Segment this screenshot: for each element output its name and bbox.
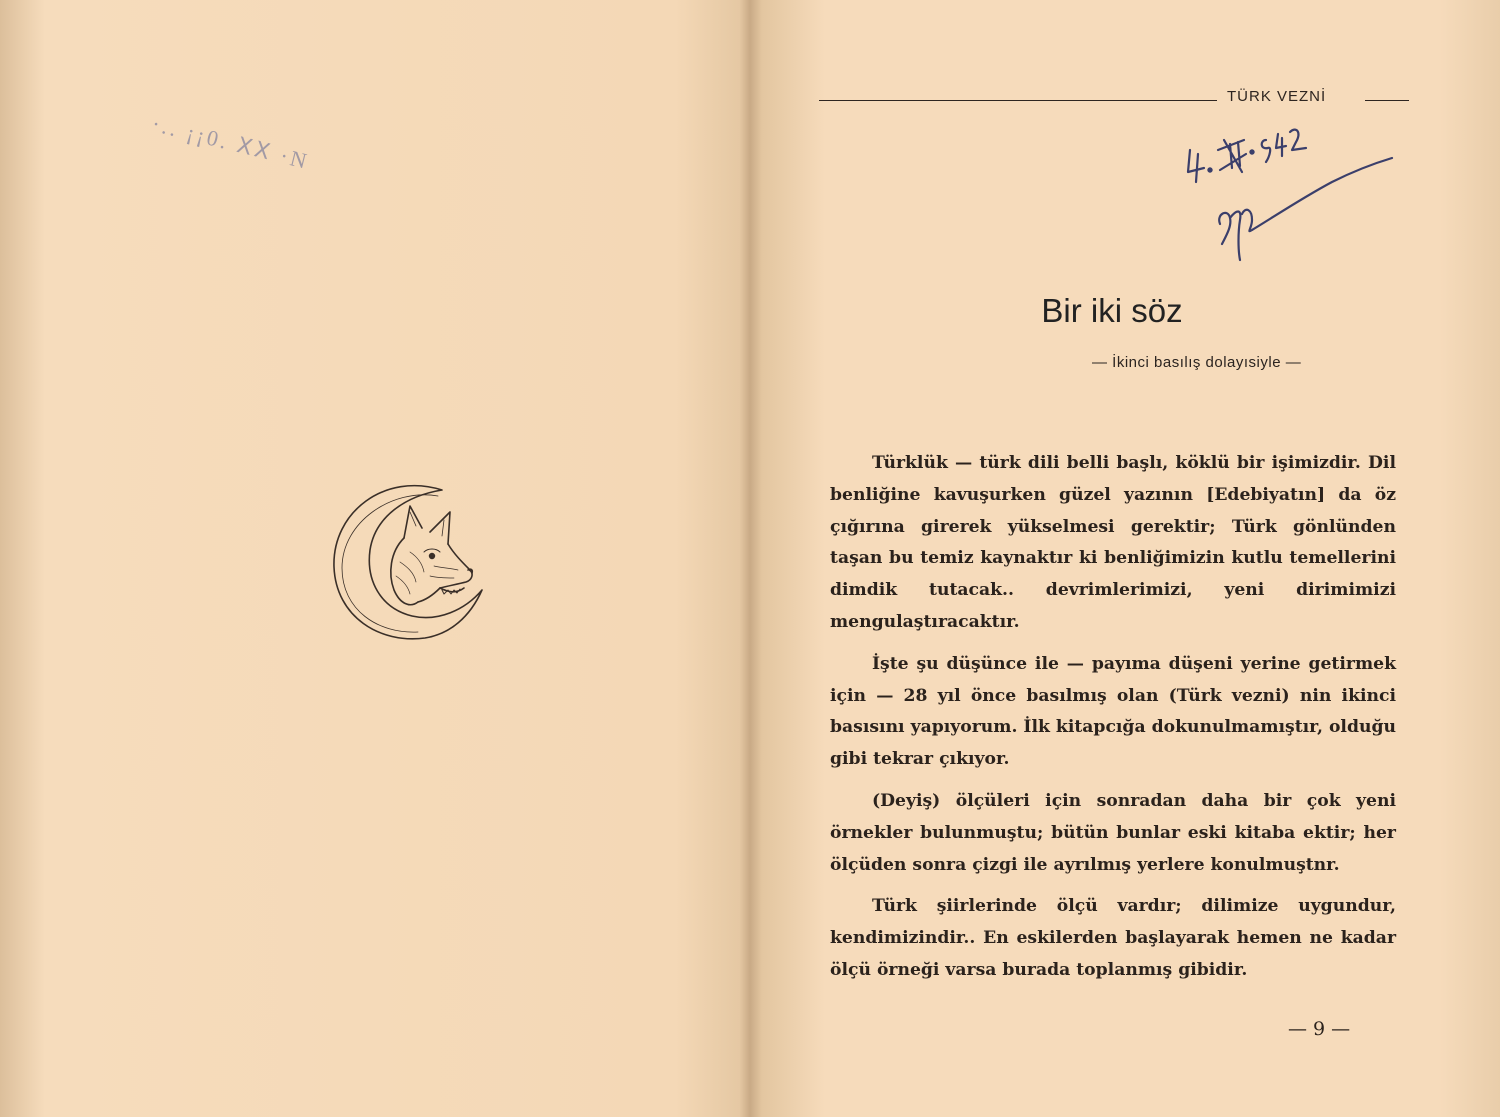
paragraph-3: (Deyiş) ölçüleri için sonradan daha bir çok yeni örnekler bulunmuştu; bütün bunlar eski kitaba ektir; her ölçüden sonra çizgi ile ayrılmış yerlere konulmuştnr. xyxy=(830,790,1396,875)
header-rule-right xyxy=(1365,100,1409,101)
left-page xyxy=(0,0,748,1117)
paragraph-4: Türk şiirlerinde ölçü vardır; dilimize uygundur, kendimizindir.. En eskilerden başlayarak hemen ne kadar ölçü örneği varsa burada toplanmış gibidir. xyxy=(830,896,1396,980)
crescent-wolf-icon xyxy=(330,482,490,647)
body-text xyxy=(830,448,1396,997)
paragraph-1: Türklük — türk dili belli başlı, köklü bir işimizdir. Dil benliğine kavuşurken güzel yazının [Edebiyatın] da öz çığırına girerek yükselmesi gerektir; Türk gönlünden taşan bu temiz kaynaktır ki benliğimizin kutlu temellerini dimdik tutacak.. devrimlerimizi, yeni dirimimizi mengulaştıracaktır. xyxy=(830,453,1396,632)
right-page xyxy=(752,0,1500,1117)
section-subheading: — İkinci basılış dolayısiyle — xyxy=(1092,354,1302,371)
running-header-title: TÜRK VEZNİ xyxy=(1227,88,1327,105)
header-rule-left xyxy=(819,100,1217,101)
faded-stamp-marks: ·.. ¡¡0. ⅩⅩ ·N xyxy=(149,110,313,175)
handwritten-date-signature xyxy=(1182,110,1412,270)
running-header xyxy=(819,88,1409,110)
section-heading: Bir iki söz xyxy=(1041,292,1183,329)
paragraph-2: İşte şu düşünce ile — payıma düşeni yerine getirmek için — 28 yıl önce basılmış olan (Türk vezni) nin ikinci basısını yapıyorum. İlk kitapcığa dokunulmamıştır, olduğu gibi tekrar çıkıyor. xyxy=(830,653,1396,770)
page-number: — 9 — xyxy=(1288,1018,1351,1040)
